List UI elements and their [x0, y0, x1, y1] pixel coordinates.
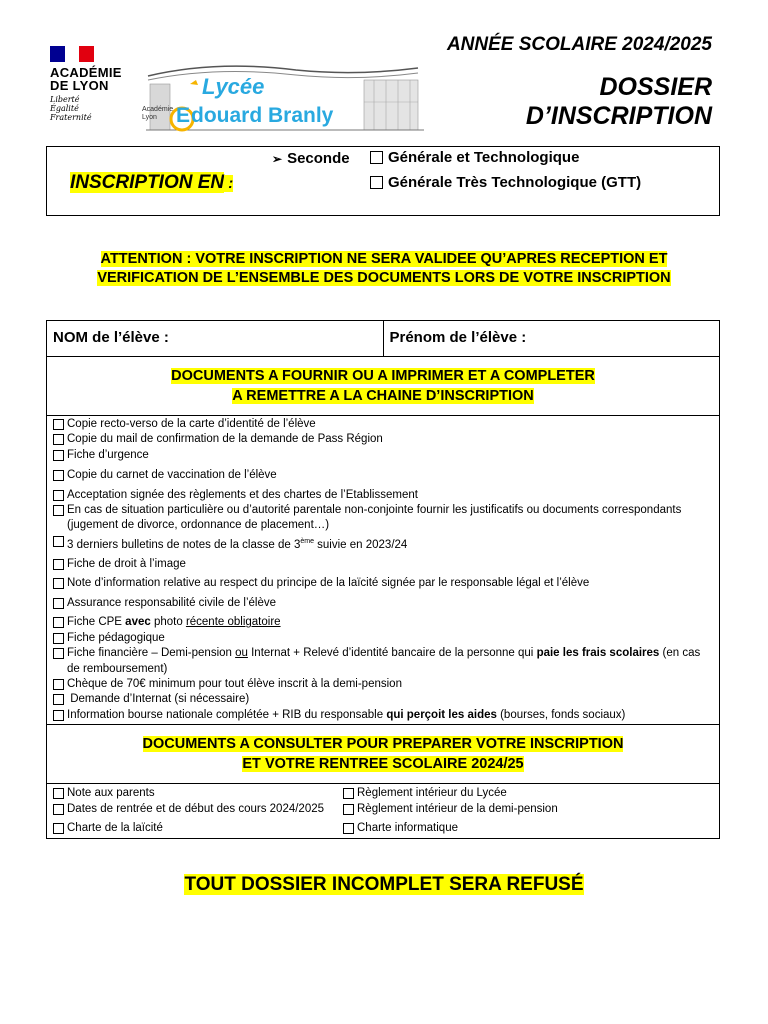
- doc-label: En cas de situation particulière ou d’autorité parentale non-conjointe fournir les justificatifs ou documents correspondants (jugement de divorce, ordonnance de placement…): [67, 504, 682, 532]
- republic-motto: [50, 95, 140, 122]
- doc-label-part: Fiche CPE: [67, 616, 126, 629]
- list-item: [53, 557, 713, 572]
- list-item: [53, 448, 713, 463]
- doc-label: Chèque de 70€ minimum pour tout élève inscrit à la demi-pension: [67, 677, 402, 690]
- doc-checkbox[interactable]: [53, 536, 64, 547]
- option-generale-technologique-label: Générale et Technologique: [388, 149, 580, 166]
- doc-label: Copie recto-verso de la carte d’identité de l’élève: [67, 418, 316, 430]
- checkbox-generale-technologique[interactable]: [370, 151, 383, 164]
- list-item: [53, 646, 713, 677]
- academie-lyon-logo: [50, 46, 140, 134]
- dossier-title-line1: DOSSIER: [599, 73, 712, 101]
- doc-checkbox[interactable]: [53, 617, 64, 628]
- doc-label: Copie du mail de confirmation de la demande de Pass Région: [67, 433, 383, 446]
- list-item: [343, 785, 713, 801]
- doc-label-part: 3 derniers bulletins de notes de la classe de 3: [67, 538, 301, 551]
- doc-label: Copie du carnet de vaccination de l’élève: [67, 469, 277, 482]
- doc-label-part: suivie en 2023/24: [313, 538, 408, 551]
- doc-label: Fiche d’urgence: [67, 448, 149, 461]
- inscription-en-colon: :: [224, 175, 234, 192]
- doc-label-part: (bourses, fonds sociaux): [496, 708, 626, 721]
- consult-label: Règlement intérieur du Lycée: [357, 787, 507, 800]
- inscription-en-text: INSCRIPTION EN: [70, 172, 225, 193]
- doc-label-bold: paie les frais scolaires: [536, 647, 660, 660]
- doc-label-underlined: ou: [235, 647, 248, 660]
- list-item: [53, 631, 713, 646]
- doc-checkbox[interactable]: [53, 419, 64, 430]
- list-item: [53, 576, 713, 591]
- dossier-title: [526, 73, 712, 131]
- list-item: [53, 534, 713, 553]
- documents-table: [46, 320, 720, 839]
- doc-label: Assurance responsabilité civile de l’élève: [67, 596, 277, 609]
- lycee-edouard-branly-logo: [142, 62, 424, 132]
- doc-label-part: (en cas de remboursement): [67, 647, 701, 675]
- incomplete-warning-text: TOUT DOSSIER INCOMPLET SERA REFUSÉ: [184, 874, 584, 895]
- doc-label: [67, 646, 713, 677]
- doc-checkbox[interactable]: [53, 694, 64, 705]
- doc-label-bold: qui perçoit les aides: [386, 708, 497, 721]
- consult-label: Charte de la laïcité: [67, 822, 163, 835]
- doc-checkbox[interactable]: [53, 505, 64, 516]
- documents-fournir-list: [47, 416, 719, 725]
- list-item: [53, 785, 343, 801]
- incomplete-warning: [0, 874, 768, 896]
- school-year-title: ANNÉE SCOLAIRE 2024/2025: [446, 34, 712, 55]
- doc-label-underlined: récente obligatoire: [185, 616, 281, 629]
- doc-checkbox[interactable]: [53, 559, 64, 570]
- nom-field[interactable]: NOM de l’élève :: [47, 321, 384, 356]
- doc-label-part: Internat + Relevé d’identité bancaire de la personne qui: [247, 647, 537, 660]
- dossier-title-line2: D’INSCRIPTION: [525, 102, 712, 130]
- consult-checkbox[interactable]: [53, 823, 64, 834]
- list-item: [343, 820, 713, 836]
- list-item: [343, 801, 713, 817]
- attention-notice: [40, 250, 728, 288]
- list-item: [53, 801, 343, 817]
- doc-label-part: photo: [150, 616, 186, 629]
- consult-checkbox[interactable]: [343, 788, 354, 799]
- academie-name-line2: DE LYON: [50, 78, 109, 93]
- doc-label: Acceptation signée des règlements et des chartes de l’Etablissement: [67, 488, 418, 501]
- doc-checkbox[interactable]: [53, 578, 64, 589]
- list-item: [53, 503, 713, 534]
- lycee-name: douard Branly: [191, 104, 334, 127]
- arrow-bullet-icon: ➢: [272, 152, 283, 166]
- consult-label: Règlement intérieur de la demi-pension: [357, 803, 558, 816]
- consulter-heading-line1: DOCUMENTS A CONSULTER POUR PREPARER VOTRE INSCRIPTION: [142, 736, 624, 753]
- attention-line1: ATTENTION : VOTRE INSCRIPTION NE SERA VALIDEE QU’APRES RECEPTION ET: [100, 251, 668, 267]
- doc-label: Fiche pédagogique: [67, 631, 165, 644]
- consulter-heading-line2: ET VOTRE RENTREE SCOLAIRE 2024/25: [242, 756, 524, 773]
- list-item: [53, 596, 713, 611]
- list-item: [53, 417, 713, 432]
- doc-checkbox[interactable]: [53, 633, 64, 644]
- doc-checkbox[interactable]: [53, 648, 64, 659]
- list-item: [53, 820, 343, 836]
- doc-checkbox[interactable]: [53, 679, 64, 690]
- fournir-heading-line1: DOCUMENTS A FOURNIR OU A IMPRIMER ET A COMPLETER: [171, 368, 595, 384]
- doc-label: [67, 534, 407, 553]
- documents-fournir-heading: [47, 357, 719, 416]
- lycee-side-text: Académie Lyon: [142, 106, 174, 121]
- doc-checkbox[interactable]: [53, 598, 64, 609]
- lycee-initial: E: [176, 104, 191, 127]
- motto-fraternite: Fraternité: [50, 113, 92, 122]
- list-item: [53, 708, 713, 723]
- documents-consulter-heading: [47, 725, 719, 784]
- list-item: [53, 468, 713, 483]
- doc-label: [67, 615, 281, 630]
- doc-label-part: Information bourse nationale complétée + RIB du responsable: [67, 708, 387, 721]
- list-item: [53, 615, 713, 630]
- consult-label: Note aux parents: [67, 787, 155, 800]
- doc-checkbox[interactable]: [53, 434, 64, 445]
- prenom-field[interactable]: Prénom de l’élève :: [389, 329, 527, 346]
- consult-checkbox[interactable]: [53, 804, 64, 815]
- doc-label-part: Fiche financière – Demi-pension: [67, 647, 236, 660]
- motto-liberte: Liberté: [50, 95, 80, 104]
- list-item: [53, 488, 713, 503]
- documents-consulter-list: [47, 784, 719, 838]
- motto-egalite: Égalité: [50, 104, 79, 113]
- lycee-word: Lycée: [202, 74, 265, 99]
- doc-label-superscript: ème: [300, 537, 314, 545]
- list-item: [53, 432, 713, 447]
- checkbox-gtt[interactable]: [370, 176, 383, 189]
- list-item: [53, 677, 713, 692]
- doc-checkbox[interactable]: [53, 450, 64, 461]
- academie-name-line1: ACADÉMIE: [50, 65, 122, 80]
- option-gtt-label: Générale Très Technologique (GTT): [388, 174, 642, 191]
- doc-checkbox[interactable]: [53, 710, 64, 721]
- consult-label: Charte informatique: [357, 822, 458, 835]
- consult-checkbox[interactable]: [343, 804, 354, 815]
- consult-checkbox[interactable]: [53, 788, 64, 799]
- attention-line2: VERIFICATION DE L’ENSEMBLE DES DOCUMENTS LORS DE VOTRE INSCRIPTION: [97, 270, 671, 286]
- list-item: [53, 692, 713, 707]
- doc-label-bold: avec: [125, 616, 151, 629]
- doc-checkbox[interactable]: [53, 470, 64, 481]
- option-gtt[interactable]: [370, 174, 641, 191]
- doc-checkbox[interactable]: [53, 490, 64, 501]
- fournir-heading-line2: A REMETTRE A LA CHAINE D’INSCRIPTION: [232, 388, 534, 404]
- doc-label: Fiche de droit à l’image: [67, 558, 186, 571]
- consult-checkbox[interactable]: [343, 823, 354, 834]
- option-generale-technologique[interactable]: [370, 149, 579, 166]
- student-name-row: [47, 321, 719, 357]
- doc-label: Demande d’Internat (si nécessaire): [67, 693, 250, 706]
- marianne-flag-icon: [50, 46, 94, 62]
- seconde-label: [272, 150, 350, 167]
- doc-label: [67, 708, 625, 723]
- inscription-en-label: [70, 172, 233, 194]
- doc-label: Note d’information relative au respect du principe de la laïcité signée par le responsable légal et l’élève: [67, 577, 590, 590]
- seconde-text: Seconde: [287, 150, 350, 167]
- consult-label: Dates de rentrée et de début des cours 2024/2025: [67, 803, 325, 816]
